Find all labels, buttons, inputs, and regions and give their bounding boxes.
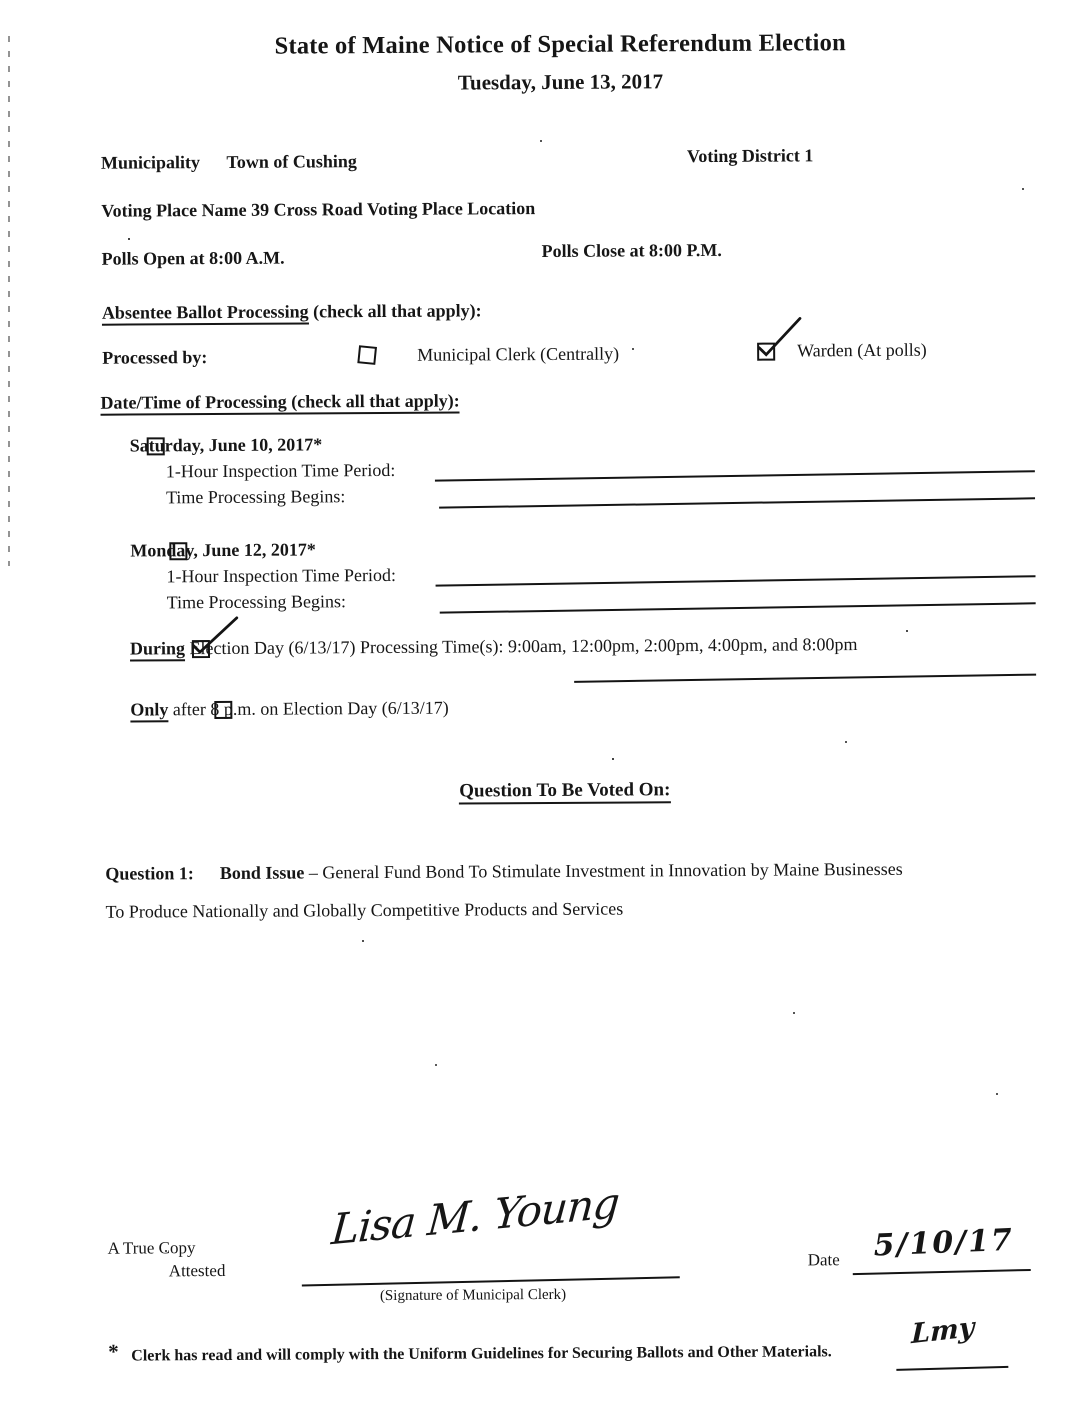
only-row bbox=[130, 698, 449, 721]
signature-caption: (Signature of Municipal Clerk) bbox=[379, 1286, 567, 1305]
during-word: During bbox=[130, 638, 185, 661]
absentee-heading-rest: (check all that apply): bbox=[308, 300, 482, 322]
sat-inspection-label: 1-Hour Inspection Time Period: bbox=[165, 459, 396, 482]
during-row bbox=[130, 634, 858, 659]
processed-by-label: Processed by: bbox=[102, 347, 208, 368]
footnote-text: Clerk has read and will comply with the Uniform Guidelines for Securing Ballots and Other Materials. bbox=[131, 1343, 832, 1365]
checkbox-municipal-clerk[interactable] bbox=[357, 345, 377, 365]
true-copy-label: A True Copy bbox=[107, 1238, 196, 1258]
question-1-bold-intro: Bond Issue bbox=[219, 862, 305, 883]
question-1-line-1 bbox=[105, 859, 903, 885]
scan-artifact-specks bbox=[0, 0, 2, 2]
mon-inspection-label: 1-Hour Inspection Time Period: bbox=[166, 564, 397, 587]
polls-open: Polls Open at 8:00 A.M. bbox=[101, 247, 285, 269]
question-1-line-2: To Produce Nationally and Globally Competitive Products and Services bbox=[105, 898, 624, 922]
date-label: Date bbox=[807, 1250, 840, 1270]
footnote-star: * bbox=[108, 1339, 119, 1364]
municipality-label: Municipality bbox=[100, 152, 201, 173]
warden-label: Warden (At polls) bbox=[797, 339, 927, 361]
municipal-clerk-label: Municipal Clerk (Centrally) bbox=[417, 343, 620, 365]
mon-begins-label: Time Processing Begins: bbox=[166, 591, 347, 613]
question-1-rest: – General Fund Bond To Stimulate Investment in Innovation by Maine Businesses bbox=[304, 858, 903, 883]
polls-close: Polls Close at 8:00 P.M. bbox=[541, 239, 722, 262]
datetime-heading: Date/Time of Processing (check all that apply): bbox=[100, 391, 459, 414]
signature-line[interactable] bbox=[302, 1276, 680, 1286]
question-1-label: Question 1: bbox=[105, 863, 194, 884]
handwritten-date: 5/10/17 bbox=[872, 1222, 1015, 1264]
monday-label: Monday, June 12, 2017* bbox=[130, 539, 316, 561]
voting-place-line: Voting Place Name 39 Cross Road Voting Place Location bbox=[101, 198, 536, 221]
clerk-signature: Lisa M. Young bbox=[329, 1177, 621, 1255]
mon-inspection-fill-line[interactable] bbox=[436, 575, 1036, 586]
during-rest: Election Day (6/13/17) Processing Time(s): 9:00am, 12:00pm, 2:00pm, 4:00pm, and 8:00pm bbox=[184, 634, 858, 659]
mon-begins-fill-line[interactable] bbox=[440, 602, 1036, 613]
checkbox-warden[interactable] bbox=[757, 343, 775, 361]
clerk-initials: Lmy bbox=[910, 1311, 975, 1351]
voting-district: Voting District 1 bbox=[686, 145, 814, 167]
initials-fill-line[interactable] bbox=[896, 1366, 1008, 1371]
election-date: Tuesday, June 13, 2017 bbox=[457, 69, 664, 95]
document-title: State of Maine Notice of Special Referendum Election bbox=[274, 29, 846, 60]
date-fill-line[interactable] bbox=[853, 1269, 1031, 1275]
only-word: Only bbox=[130, 699, 168, 722]
municipality-value: Town of Cushing bbox=[226, 151, 357, 172]
during-fill-line[interactable] bbox=[574, 674, 1036, 683]
saturday-label: Saturday, June 10, 2017* bbox=[129, 434, 323, 456]
absentee-heading bbox=[102, 300, 482, 323]
sat-begins-label: Time Processing Begins: bbox=[165, 486, 346, 508]
sat-begins-fill-line[interactable] bbox=[439, 497, 1035, 508]
absentee-heading-underlined: Absentee Ballot Processing bbox=[102, 301, 309, 325]
attested-label: Attested bbox=[168, 1260, 226, 1281]
only-rest: after 8 p.m. on Election Day (6/13/17) bbox=[168, 697, 449, 720]
sat-inspection-fill-line[interactable] bbox=[435, 470, 1035, 481]
question-section-heading: Question To Be Voted On: bbox=[85, 777, 1045, 805]
municipality-row bbox=[101, 151, 357, 174]
